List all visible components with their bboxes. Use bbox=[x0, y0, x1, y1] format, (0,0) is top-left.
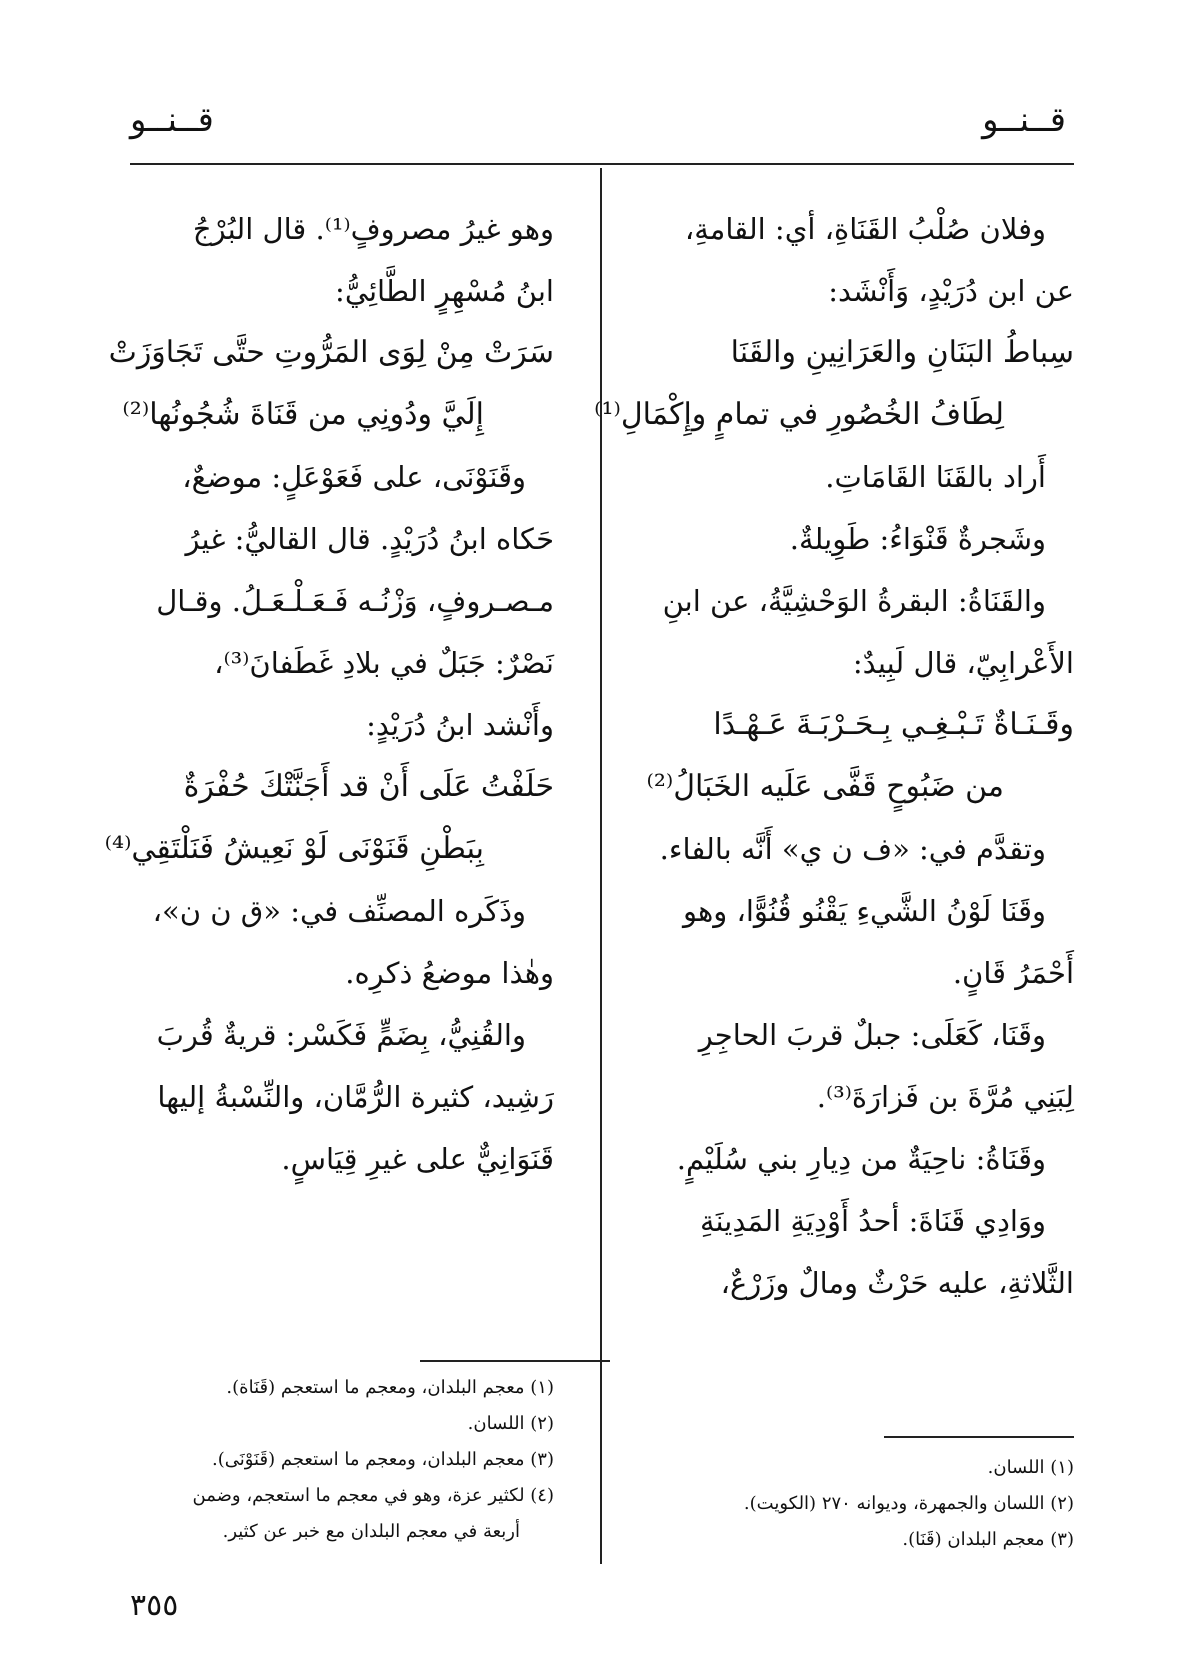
text-line: وقَنَا لَوْنُ الشَّيءِ يَقْنُو قُنُوًّا، وهو bbox=[683, 894, 1046, 928]
text-line: ابنُ مُسْهِرٍ الطَّائِيُّ: bbox=[335, 274, 554, 308]
text-line: لِطَافُ الخُصُورِ في تمامٍ وإِكْمَالِ⁽¹⁾ bbox=[594, 397, 1004, 432]
footnote-separator-right bbox=[884, 1436, 1074, 1438]
left-column bbox=[104, 198, 554, 1190]
footnote: (٢) اللسان والجمهرة، وديوانه ٢٧٠ (الكويت). bbox=[743, 1493, 1074, 1514]
header-rule bbox=[130, 163, 1074, 165]
text-line: أَراد بالقَنَا القَامَاتِ. bbox=[825, 460, 1046, 494]
text-line: وذَكَره المصنِّف في: «ق ن ن»، bbox=[152, 894, 526, 928]
text-line: من ضَبُوحٍ قَفَّى عَلَيه الخَبَالُ⁽²⁾ bbox=[646, 769, 1004, 804]
footnote: أربعة في معجم البلدان مع خبر عن كثير. bbox=[222, 1521, 520, 1542]
footnote: (٢) اللسان. bbox=[467, 1413, 554, 1434]
footnotes-left bbox=[114, 1370, 554, 1550]
text-line: نَصْرٌ: جَبَلٌ في بلادِ غَطَفانَ⁽³⁾، bbox=[214, 646, 554, 680]
text-line: عن ابن دُرَيْدٍ، وَأَنْشَد: bbox=[828, 274, 1074, 308]
running-header-left: قــنــو bbox=[130, 100, 214, 140]
text-line: وتقدَّم في: «ف ن ي» أَنَّه بالفاء. bbox=[659, 832, 1046, 866]
text-line: حَلَفْتُ عَلَى أَنْ قد أَجَنَّتْكَ حُفْرَةٌ bbox=[183, 769, 554, 804]
text-line: حَكاه ابنُ دُرَيْدٍ. قال القاليُّ: غيرُ bbox=[185, 522, 554, 556]
text-line: بِبَطْنِ قَنَوْنَى لَوْ نَعِيشُ فَنَلْتَقِي⁽⁴⁾ bbox=[104, 831, 484, 866]
text-line: وفلان صُلْبُ القَنَاةِ، أي: القامةِ، bbox=[684, 212, 1046, 246]
text-line: أَحْمَرُ قَانٍ. bbox=[952, 956, 1074, 990]
text-line: وهٰذا موضعُ ذكرِه. bbox=[345, 956, 554, 990]
text-line: قَنَوَانِيٌّ على غيرِ قِيَاسٍ. bbox=[281, 1142, 554, 1176]
text-line: رَشِيد، كثيرة الرُّمَّان، والنِّسْبةُ إليها bbox=[157, 1080, 554, 1114]
footnote-separator-left bbox=[420, 1360, 610, 1362]
text-line: لِبَنِي مُرَّةَ بن فَزارَةَ⁽³⁾. bbox=[816, 1080, 1074, 1114]
text-line: وهو غيرُ مصروفٍ⁽¹⁾. قال البُرْجُ bbox=[192, 212, 554, 246]
column-divider bbox=[600, 168, 602, 1564]
footnote: (١) معجم البلدان، ومعجم ما استعجم (قَنَاة). bbox=[226, 1377, 554, 1398]
text-line: وقَنَوْنَى، على فَعَوْعَلٍ: موضعٌ، bbox=[182, 460, 526, 494]
text-line: وقَنَاةُ: ناحِيَةٌ من دِيارِ بني سُلَيْمٍ. bbox=[676, 1142, 1046, 1176]
text-line: الأَعْرابِيّ، قال لَبِيدٌ: bbox=[852, 646, 1074, 680]
footnotes-right bbox=[654, 1450, 1074, 1558]
text-line: وأَنْشد ابنُ دُرَيْدٍ: bbox=[366, 708, 554, 742]
text-line: وشَجرةٌ قَنْوَاءُ: طَوِيلةٌ. bbox=[789, 522, 1046, 556]
text-line: سَرَتْ مِنْ لِوَى المَرُّوتِ حتَّى تَجَاوَزَتْ bbox=[108, 335, 554, 370]
footnote: (١) اللسان. bbox=[987, 1457, 1074, 1478]
running-header-right: قــنــو bbox=[982, 100, 1066, 140]
text-line: وقَـنَـاةٌ تَـبْـغِـي بِـحَـرْبَـةَ عَـهْـدًا bbox=[713, 707, 1074, 742]
footnote: (٣) معجم البلدان، ومعجم ما استعجم (قَنَوْنَى). bbox=[212, 1449, 554, 1470]
text-line: مـصـروفٍ، وَزْنُـه فَـعَـلْـعَـلُ. وقـال bbox=[156, 584, 554, 618]
footnote: (٤) لكثير عزة، وهو في معجم ما استعجم، وضمن bbox=[192, 1485, 554, 1506]
text-line: وقَنَا، كَعَلَى: جبلٌ قربَ الحاجِرِ bbox=[698, 1018, 1046, 1052]
text-line: الثَّلاثةِ، عليه حَرْثٌ ومالٌ وزَرْعٌ، bbox=[720, 1266, 1074, 1300]
text-line: والقُنِيُّ، بِضَمٍّ فَكَسْر: قريةٌ قُربَ bbox=[156, 1018, 526, 1052]
text-line: سِباطُ البَنَانِ والعَرَانِينِ والقَنَا bbox=[730, 335, 1074, 370]
text-line: إِلَيَّ ودُونِي من قَنَاةَ شُجُونُها⁽²⁾ bbox=[122, 397, 484, 432]
footnote: (٣) معجم البلدان (قَنَا). bbox=[902, 1529, 1074, 1550]
right-column bbox=[594, 198, 1074, 1314]
text-line: ووَادِي قَنَاةَ: أحدُ أَوْدِيَةِ المَدِينَةِ bbox=[699, 1204, 1046, 1238]
text-line: والقَنَاةُ: البقرةُ الوَحْشِيَّةُ، عن ابنِ bbox=[662, 584, 1046, 618]
page-number: ٣٥٥ bbox=[130, 1588, 179, 1623]
